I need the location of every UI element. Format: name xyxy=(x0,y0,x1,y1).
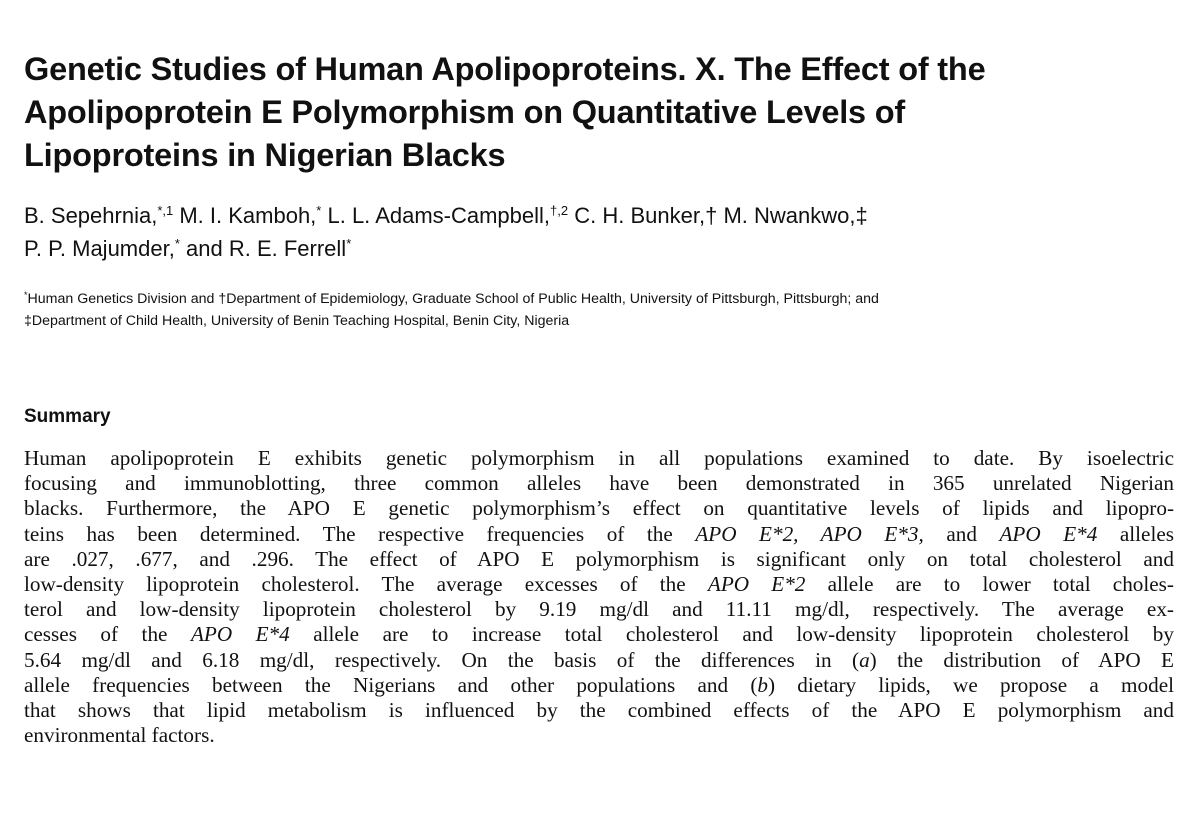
summary-text: allele are to increase total cholesterol and low-density lipoprotein cholesterol by xyxy=(289,622,1174,647)
allele-name: APO E*2, APO E*3, xyxy=(695,521,924,546)
article-page xyxy=(24,48,1174,748)
summary-line xyxy=(24,522,1174,547)
author-mark: * xyxy=(174,236,180,251)
summary-line xyxy=(24,572,1174,597)
summary-line: Human apolipoprotein E exhibits genetic polymorphism in all populations examined to date. By isoelectric xyxy=(24,446,1174,470)
author-list xyxy=(24,199,1174,265)
title-line-2: Apolipoprotein E Polymorphism on Quantitative Levels of xyxy=(24,94,906,130)
summary-text: allele are to lower total choles- xyxy=(805,572,1174,597)
affiliations xyxy=(24,288,1174,332)
summary-line: environmental factors. xyxy=(24,723,215,748)
author-kamboh: M. I. Kamboh, xyxy=(179,203,317,228)
author-majumder: P. P. Majumder, xyxy=(24,236,175,261)
summary-line: that shows that lipid metabolism is influenced by the combined effects of the APO E polymorphism and xyxy=(24,698,1174,723)
summary-line xyxy=(24,648,1174,673)
affiliation-text: Department of Child Health, University of Benin Teaching Hospital, Benin City, Nigeria xyxy=(31,313,570,329)
author-sepehrnia: B. Sepehrnia, xyxy=(24,203,158,228)
summary-line: blacks. Furthermore, the APO E genetic polymorphism’s effect on quantitative levels of lipids and lipopro- xyxy=(24,496,1174,521)
summary-paragraph xyxy=(24,446,1174,748)
affiliation-mark: ‡ xyxy=(24,313,32,329)
author-ferrell: and R. E. Ferrell xyxy=(186,236,347,261)
summary-text: teins has been determined. The respective frequencies of the xyxy=(24,521,696,546)
summary-line: focusing and immunoblotting, three common alleles have been demonstrated in 365 unrelated Nigerian xyxy=(24,471,1174,496)
author-mark: † xyxy=(705,203,718,228)
summary-text: alleles xyxy=(1097,521,1174,546)
summary-text: low-density lipoprotein cholesterol. The average excesses of the xyxy=(24,572,708,597)
summary-line xyxy=(24,622,1174,647)
author-line-2 xyxy=(24,232,1174,265)
summary-heading: Summary xyxy=(24,406,111,427)
list-marker: a xyxy=(859,647,870,672)
allele-name: APO E*2 xyxy=(707,572,806,597)
summary-text: allele frequencies between the Nigerians and other populations and ( xyxy=(24,672,758,697)
author-line-1 xyxy=(24,199,1174,232)
title-line-3: Lipoproteins in Nigerian Blacks xyxy=(24,137,506,173)
list-marker: b xyxy=(757,672,768,697)
allele-name: APO E*4 xyxy=(190,622,290,647)
summary-text: and xyxy=(923,521,1000,546)
affiliation-line-2 xyxy=(24,310,1174,332)
author-mark: * xyxy=(316,203,322,218)
summary-text: ) dietary lipids, we propose a model xyxy=(767,672,1174,697)
summary-line: are .027, .677, and .296. The effect of APO E polymorphism is significant only on total cholesterol and xyxy=(24,546,1174,571)
allele-name: APO E*4 xyxy=(999,521,1098,546)
summary-text: 5.64 mg/dl and 6.18 mg/dl, respectively. On the basis of the differences in ( xyxy=(24,647,860,672)
summary-text: cesses of the xyxy=(24,622,191,647)
affiliation-text: Human Genetics Division and †Department of Epidemiology, Graduate School of Public Health, University of Pittsburgh, Pittsburgh; and xyxy=(27,291,879,307)
author-mark: *,1 xyxy=(157,203,174,218)
summary-line: terol and low-density lipoprotein cholesterol by 9.19 mg/dl and 11.11 mg/dl, respectively. The average ex- xyxy=(24,597,1174,622)
author-mark: †,2 xyxy=(550,203,569,218)
affiliation-mark: * xyxy=(24,290,28,300)
article-title xyxy=(24,48,1174,177)
author-mark: ‡ xyxy=(855,203,868,228)
affiliation-line-1 xyxy=(24,288,1174,310)
author-mark: * xyxy=(346,236,352,251)
author-bunker: C. H. Bunker, xyxy=(574,203,706,228)
author-adams-campbell: L. L. Adams-Campbell, xyxy=(327,203,551,228)
summary-text: ) the distribution of APO E xyxy=(869,647,1174,672)
title-line-1: Genetic Studies of Human Apolipoproteins. X. The Effect of the xyxy=(24,51,986,87)
summary-line xyxy=(24,673,1174,698)
author-nwankwo: M. Nwankwo, xyxy=(723,203,856,228)
